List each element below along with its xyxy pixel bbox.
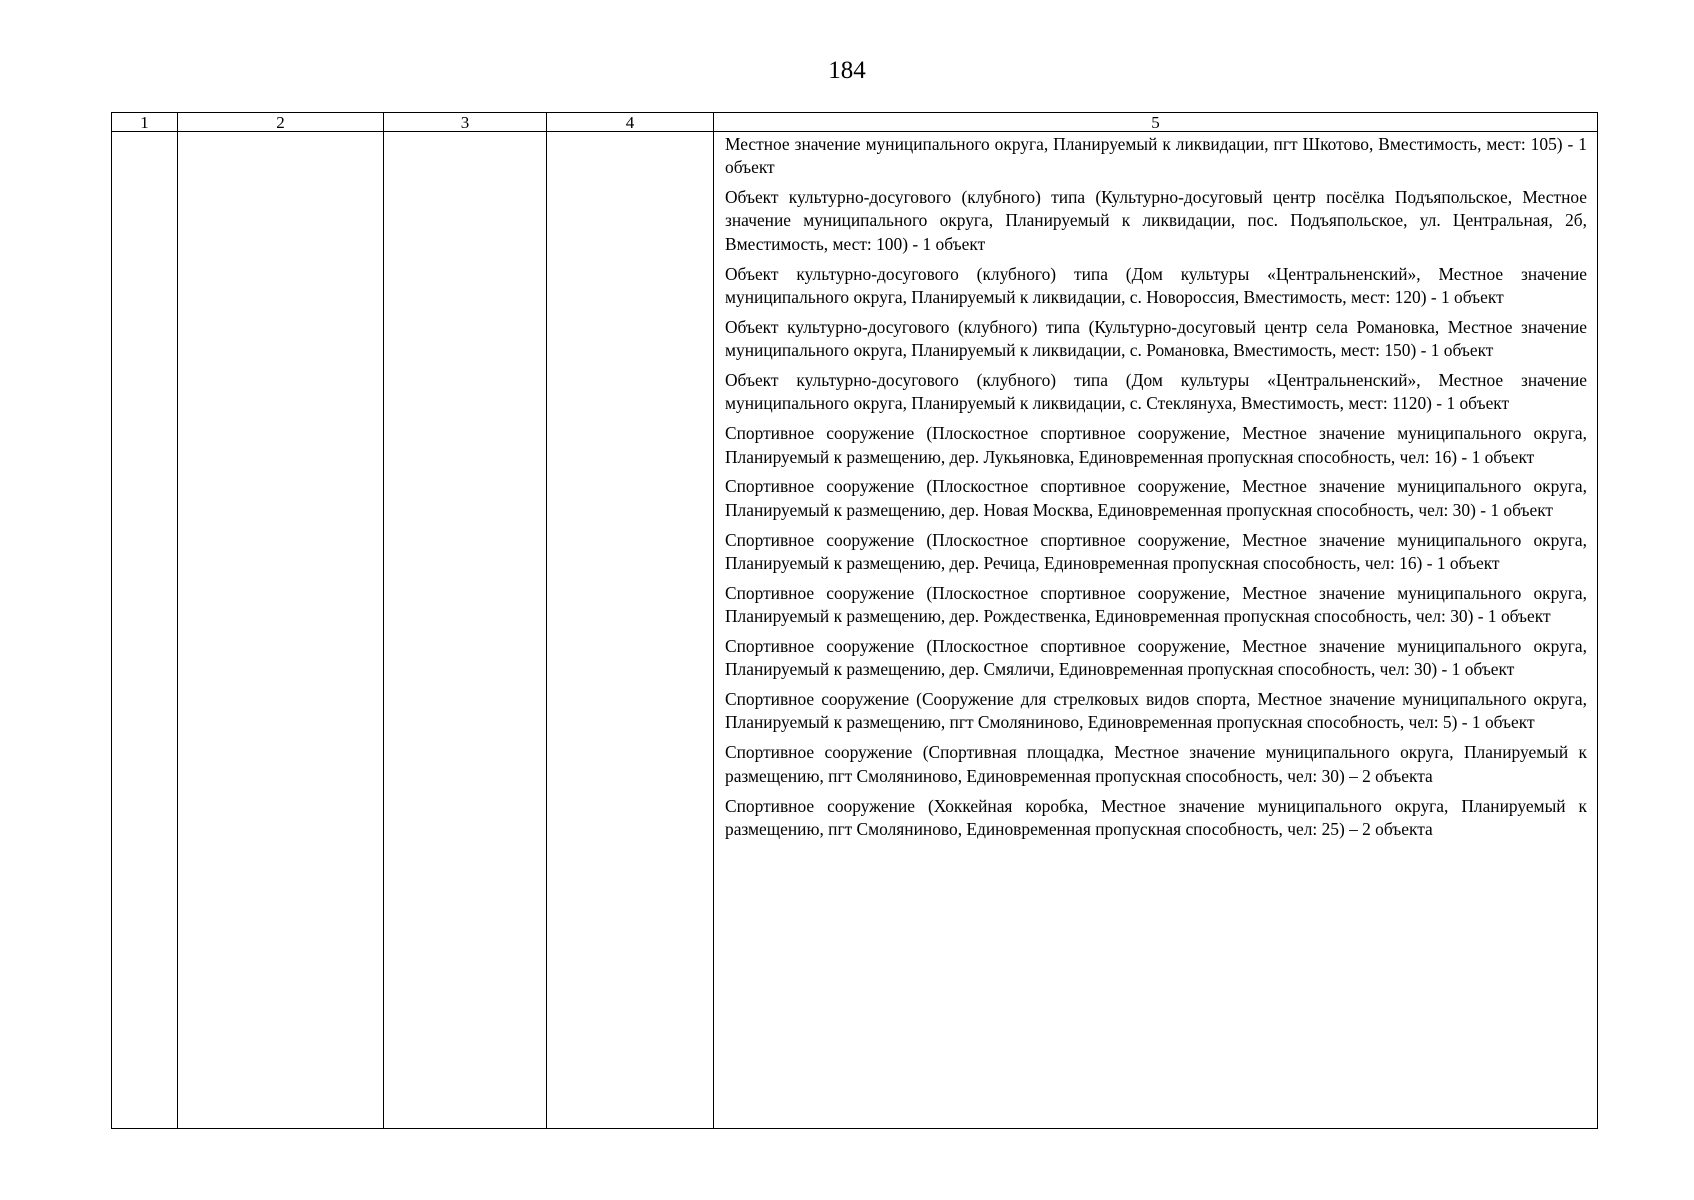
table-header-row (112, 113, 1598, 132)
column-header-4: 4 (547, 113, 714, 132)
object-entry: Объект культурно-досугового (клубного) типа (Дом культуры «Центральненский», Местное значение муниципального округа, Планируемый к ликвидации, с. Новороссия, Вместимость, мест: 120) - 1 объект (725, 263, 1587, 307)
object-entry: Спортивное сооружение (Спортивная площадка, Местное значение муниципального округа, Планируемый к размещению, пгт Смоляниново, Единовременная пропускная способность, чел: 30) – 2 объекта (725, 742, 1587, 786)
table-cell-column-5 (714, 132, 1598, 1129)
object-entry: Объект культурно-досугового (клубного) типа (Культурно-досуговый центр села Романовка, Местное значение муниципального округа, Планируемый к ликвидации, с. Романовка, Вместимость, мест: 150) - 1 объект (725, 316, 1587, 361)
object-entry: Спортивное сооружение (Сооружение для стрелковых видов спорта, Местное значение муниципального округа, Планируемый к размещению, пгт Смоляниново, Единовременная пропускная способность, чел: 5) - 1 объект (725, 689, 1587, 733)
object-entry: Спортивное сооружение (Плоскостное спортивное сооружение, Местное значение муниципального округа, Планируемый к размещению, дер. Речица, Единовременная пропускная способность, чел: 16) - 1 объект (725, 529, 1587, 573)
table-cell-column-4 (547, 132, 714, 1129)
object-entry: Объект культурно-досугового (клубного) типа (Культурно-досуговый центр посёлка Подъяпольское, Местное значение муниципального округа, Планируемый к ликвидации, пос. Подъяпольское, ул. Центральная, 2б, Вместимость, мест: 100) - 1 объект (725, 187, 1587, 254)
column-header-3: 3 (384, 113, 547, 132)
planned-objects-table (111, 112, 1598, 1129)
table-cell-column-1 (112, 132, 178, 1129)
object-entry: Спортивное сооружение (Хоккейная коробка, Местное значение муниципального округа, Планируемый к размещению, пгт Смоляниново, Единовременная пропускная способность, чел: 25) – 2 объекта (725, 795, 1587, 839)
object-entry: Местное значение муниципального округа, Планируемый к ликвидации, пгт Шкотово, Вместимость, мест: 105) - 1 объект (725, 134, 1587, 178)
table-row (112, 132, 1598, 1129)
column-header-2: 2 (178, 113, 384, 132)
object-entries-list (714, 132, 1597, 841)
column-header-1: 1 (112, 113, 178, 132)
table-cell-column-3 (384, 132, 547, 1129)
column-header-5: 5 (714, 113, 1598, 132)
table-cell-column-2 (178, 132, 384, 1129)
object-entry: Объект культурно-досугового (клубного) типа (Дом культуры «Центральненский», Местное значение муниципального округа, Планируемый к ликвидации, с. Стеклянуха, Вместимость, мест: 1120) - 1 объект (725, 370, 1587, 414)
object-entry: Спортивное сооружение (Плоскостное спортивное сооружение, Местное значение муниципального округа, Планируемый к размещению, дер. Рождественка, Единовременная пропускная способность, чел: 30) - 1 объект (725, 582, 1587, 627)
page-number: 184 (828, 57, 866, 84)
object-entry: Спортивное сооружение (Плоскостное спортивное сооружение, Местное значение муниципального округа, Планируемый к размещению, дер. Лукьяновка, Единовременная пропускная способность, чел: 16) - 1 объект (725, 423, 1587, 467)
object-entry: Спортивное сооружение (Плоскостное спортивное сооружение, Местное значение муниципального округа, Планируемый к размещению, дер. Смяличи, Единовременная пропускная способность, чел: 30) - 1 объект (725, 635, 1587, 680)
object-entry: Спортивное сооружение (Плоскостное спортивное сооружение, Местное значение муниципального округа, Планируемый к размещению, дер. Новая Москва, Единовременная пропускная способность, чел: 30) - 1 объект (725, 476, 1587, 520)
